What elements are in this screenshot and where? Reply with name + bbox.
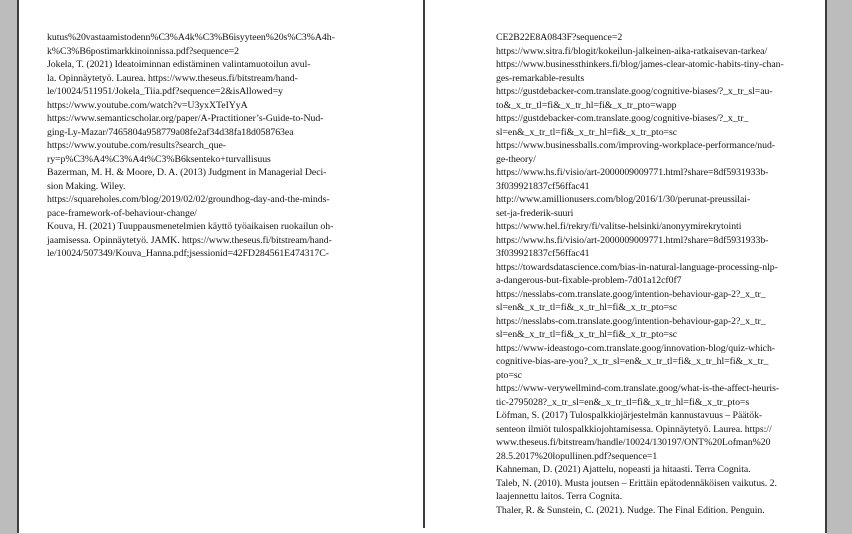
text-line: Taleb, N. (2010). Musta joutsen – Erittäin epätodennäköisen vaikutus. 2. [496, 477, 777, 489]
text-line: https://www.youtube.com/watch?v=U3yxXTeIYyA [47, 99, 248, 111]
text-line: la. Opinnäytetyö. Laurea. https://www.theseus.fi/bitstream/hand- [47, 72, 298, 84]
text-line: Jokela, T. (2021) Ideatoiminnan edistäminen valintamuotoilun avul- [47, 59, 311, 70]
left-gutter [0, 0, 17, 534]
text-line: https://www.semanticscholar.org/paper/A-Practitioner’s-Guide-to-Nud- [47, 113, 324, 124]
text-line: https://squareholes.com/blog/2019/02/02/groundhog-day-and-the-minds- [47, 194, 330, 205]
text-line: https://www.sitra.fi/blogit/kokeilun-jalkeinen-aika-ratkaisevan-tarkea/ [496, 45, 768, 57]
text-line: https://www.hel.fi/rekry/fi/valitse-helsinki/anonyymirekrytointi [496, 221, 742, 232]
text-line: https://www.businessthinkers.fi/blog/james-clear-atomic-habits-tiny-chan- [496, 59, 784, 70]
text-line: a-dangerous-but-fixable-problem-7d01a12cf0f7 [496, 275, 682, 286]
text-line: set-ja-frederik-suuri [496, 207, 574, 219]
text-line: www.theseus.fi/bitstream/handle/10024/130197/ONT%20Lofman%20 [496, 437, 771, 448]
text-line: https://www.businessballs.com/improving-workplace-performance/nud- [496, 140, 776, 151]
text-line: sl=en&_x_tr_tl=fi&_x_tr_hl=fi&_x_tr_pto=sc [496, 329, 678, 340]
text-line: CE2B22E8A0843F?sequence=2 [496, 32, 623, 43]
text-line: Löfman, S. (2017) Tulospalkkiojärjestelmän kannustavuus – Päätök- [496, 410, 763, 421]
text-line: sion Making. Wiley. [47, 180, 126, 192]
text-line: https://nesslabs-com.translate.goog/intention-behaviour-gap-2?_x_tr_ [496, 315, 766, 327]
text-line: jaamisessa. Opinnäytetyö. JAMK. https://www.theseus.fi/bitstream/hand- [47, 234, 332, 246]
text-line: sl=en&_x_tr_tl=fi&_x_tr_hl=fi&_x_tr_pto=sc [496, 126, 678, 138]
text-line: Kahneman, D. (2021) Ajattelu, nopeasti ja hitaasti. Terra Cognita. [496, 464, 751, 475]
text-line: ges-remarkable-results [496, 72, 585, 84]
page-spread [17, 0, 827, 534]
text-line: https://www-ideastogo-com.translate.goog/innovation-blog/quiz-which- [496, 342, 776, 354]
page-left [19, 0, 423, 534]
text-line: ry=p%C3%A4%C3%A4t%C3%B6ksenteko+turvallisuus [47, 153, 271, 165]
text-line: https://gustdebacker-com.translate.goog/cognitive-biases/?_x_tr_ [496, 113, 749, 124]
text-line: le/10024/511951/Jokela_Tiia.pdf?sequence=2&isAllowed=y [47, 86, 283, 97]
text-line: 3f039921837cf56ffac41 [496, 180, 590, 192]
page-left-text [47, 31, 409, 261]
text-line: https://www.hs.fi/visio/art-2000009009771.html?share=8df5931933b- [496, 167, 769, 178]
text-line: https://gustdebacker-com.translate.goog/cognitive-biases/?_x_tr_sl=au- [496, 86, 773, 97]
text-line: to&_x_tr_tl=fi&_x_tr_hl=fi&_x_tr_pto=wapp [496, 99, 677, 111]
text-line: https://towardsdatascience.com/bias-in-natural-language-processing-nlp- [496, 261, 778, 273]
text-line: Bazerman, M. H. & Moore, D. A. (2013) Judgment in Managerial Deci- [47, 167, 327, 178]
right-gutter [827, 0, 852, 534]
text-line: kutus%20vastaamistodenn%C3%A4k%C3%B6isyyteen%20s%C3%A4h- [47, 32, 335, 43]
text-line: 3f039921837cf56ffac41 [496, 248, 590, 259]
text-line: 28.5.2017%20lopullinen.pdf?sequence=1 [496, 450, 658, 462]
text-line: Kouva, H. (2021) Tuuppausmenetelmien käyttö työaikaisen ruokailun oh- [47, 221, 334, 232]
text-line: https://www-verywellmind-com.translate.goog/what-is-the-affect-heuris- [496, 383, 780, 394]
text-line: pace-framework-of-behaviour-change/ [47, 207, 197, 219]
page-right [425, 0, 825, 534]
text-line: pto=sc [496, 369, 522, 381]
text-line: tic-2795028?_x_tr_sl=en&_x_tr_tl=fi&_x_tr_hl=fi&_x_tr_pto=s [496, 396, 750, 408]
text-line: laajennettu laitos. Terra Cognita. [496, 491, 623, 502]
text-line: ging-Ly-Mazar/7465804a958779a08fe2af34d38fa18d058763ea [47, 126, 294, 138]
text-line: sl=en&_x_tr_tl=fi&_x_tr_hl=fi&_x_tr_pto=sc [496, 302, 678, 313]
text-line: https://nesslabs-com.translate.goog/intention-behaviour-gap-2?_x_tr_ [496, 288, 766, 300]
text-line: cognitive-bias-are-you?_x_tr_sl=en&_x_tr_tl=fi&_x_tr_hl=fi&_x_tr_ [496, 356, 769, 367]
page-right-text [496, 31, 816, 517]
text-line: senteon ilmiöt tulospalkkiojohtamisessa. Opinnäytetyö. Laurea. https:// [496, 423, 772, 435]
text-line: ge-theory/ [496, 153, 536, 165]
text-line: Thaler, R. & Sunstein, C. (2021). Nudge. The Final Edition. Penguin. [496, 504, 765, 516]
text-line: k%C3%B6postimarkkinoinnissa.pdf?sequence=2 [47, 45, 239, 57]
text-line: le/10024/507349/Kouva_Hanna.pdf;jsessionid=42FD284561E474317C- [47, 248, 329, 259]
text-line: https://www.hs.fi/visio/art-2000009009771.html?share=8df5931933b- [496, 234, 769, 246]
text-line: http://www.amillionusers.com/blog/2016/1/30/perunat-preussilai- [496, 194, 751, 205]
text-line: https://www.youtube.com/results?search_que- [47, 140, 226, 151]
